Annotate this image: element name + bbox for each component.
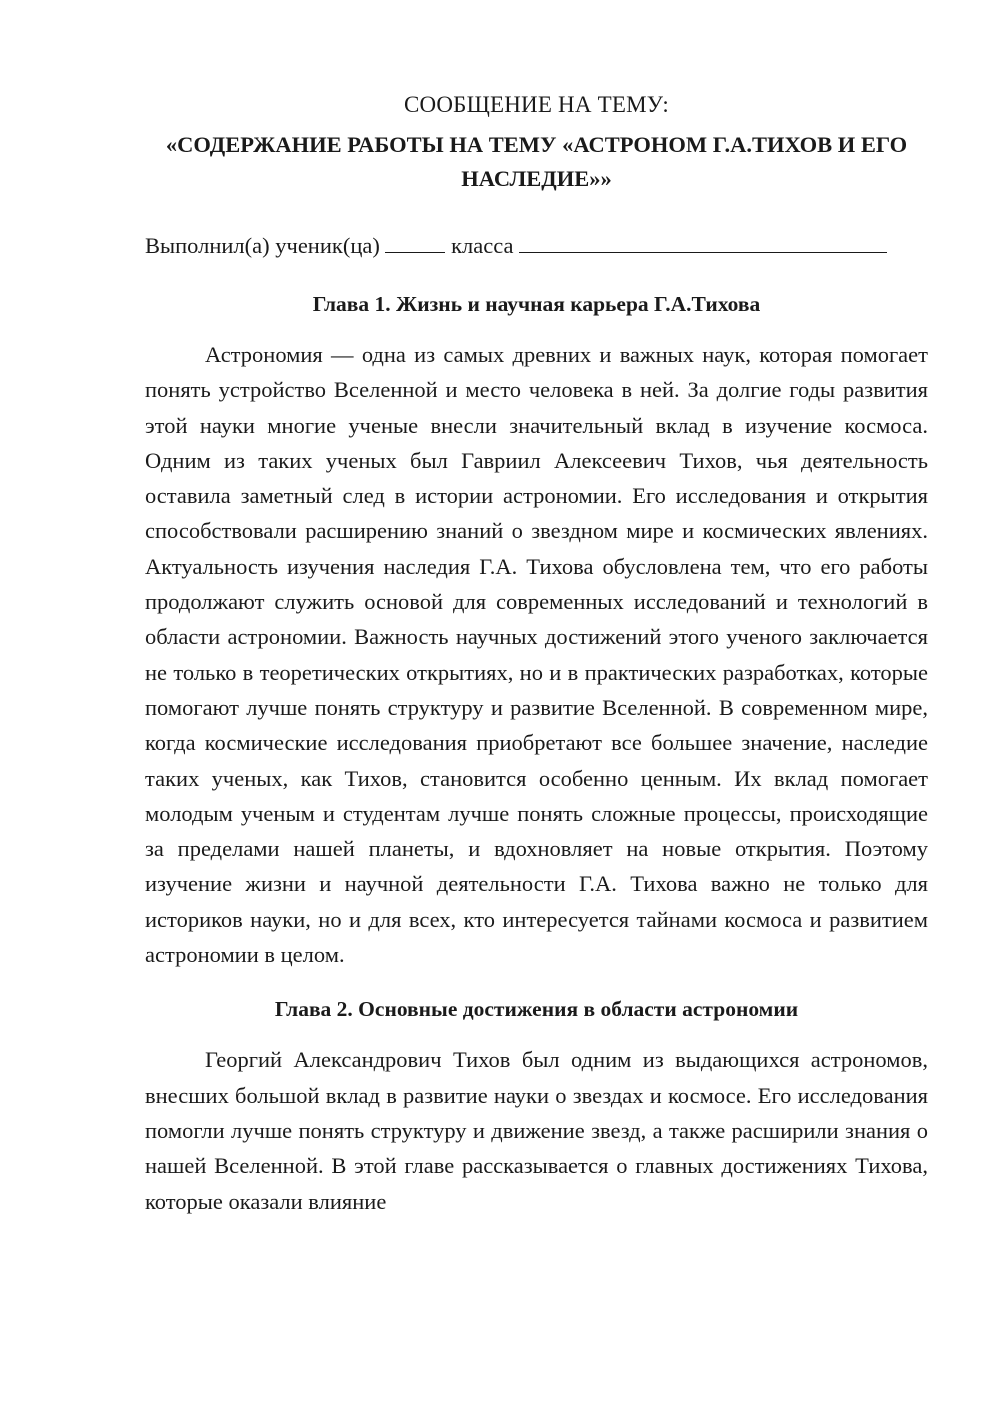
chapter-2-paragraph: Георгий Александрович Тихов был одним из выдающихся астрономов, внесших большой вклад в развитие науки о звездах и космосе. Его исследования помогли лучше понять структуру и движение звезд, а также расширили знания о нашей Вселенной. В этой главе рассказывается о главных достижениях Тихова, которые оказали влияние <box>145 1047 928 1214</box>
document-title: «СОДЕРЖАНИЕ РАБОТЫ НА ТЕМУ «АСТРОНОМ Г.А.ТИХОВ И ЕГО НАСЛЕДИЕ»» <box>165 132 908 191</box>
chapter-1-paragraph: Астрономия — одна из самых древних и важных наук, которая помогает понять устройство Вселенной и место человека в ней. За долгие годы развития этой науки многие ученые внесли значительный вклад в изучение космоса. Одним из таких ученых был Гавриил Алексеевич Тихов, чья деятельность оставила заметный след в истории астрономии. Его исследования и открытия способствовали расширению знаний о звездном мире и космических явлениях. Актуальность изучения наследия Г.А. Тихова обусловлена тем, что его работы продолжают служить основой для современных исследований и технологий в области астрономии. Важность научных достижений этого ученого заключается не только в теоретических открытиях, но и в практических разработках, которые помогают лучше понять структуру и развитие Вселенной. В современном мире, когда космические исследования приобретают все большее значение, наследие таких ученых, как Тихов, становится особенно ценным. Их вклад помогает молодым ученым и студентам лучше понять сложные процессы, происходящие за пределами нашей планеты, и вдохновляет на новые открытия. Поэтому изучение жизни и научной деятельности Г.А. Тихова важно не только для историков науки, но и для всех, кто интересуется тайнами космоса и развитием астрономии в целом. <box>145 342 928 968</box>
chapter-2-heading: Глава 2. Основные достижения в области астрономии <box>274 997 799 1022</box>
author-prefix: Выполнил(а) ученик(ца) <box>145 233 380 258</box>
author-middle: класса <box>451 233 514 258</box>
chapter-1-heading: Глава 1. Жизнь и научная карьера Г.А.Тихова <box>312 292 761 316</box>
name-blank-field <box>519 230 887 253</box>
grade-blank-field <box>385 230 445 253</box>
document-type: СООБЩЕНИЕ НА ТЕМУ: <box>404 92 669 117</box>
document-page <box>145 88 928 1219</box>
author-line <box>145 229 928 263</box>
